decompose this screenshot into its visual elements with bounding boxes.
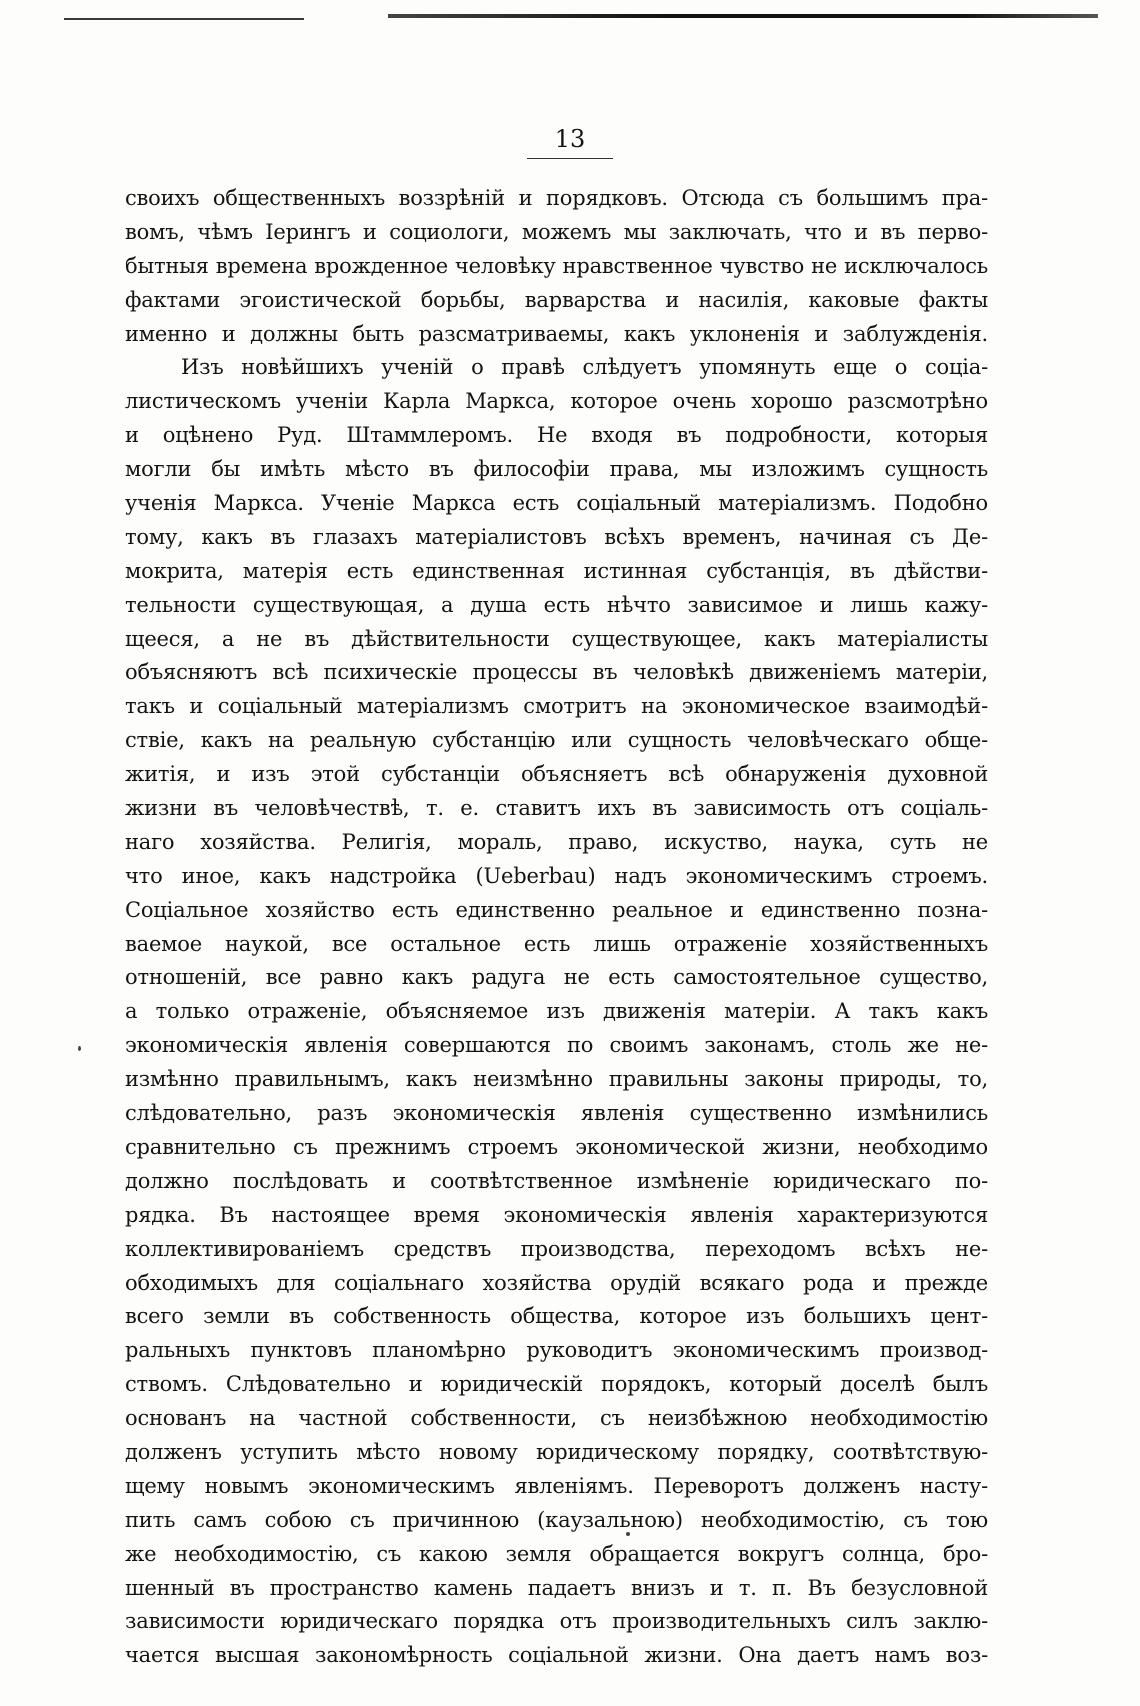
text-line: щему новымъ экономическимъ явленіямъ. Переворотъ долженъ насту-: [125, 1473, 988, 1498]
text-line: мокрита, матерія есть единственная истинная субстанція, въ дѣйстви-: [125, 558, 988, 583]
text-line: щееся, а не въ дѣйствительности существующее, какъ матеріалисты: [125, 626, 988, 651]
text-line: коллективированіемъ средствъ производства, переходомъ всѣхъ не-: [125, 1236, 988, 1261]
top-rule-left: [64, 18, 304, 20]
text-line: фактами эгоистической борьбы, варварства и насилія, каковые факты: [125, 287, 988, 312]
text-line: обходимыхъ для соціальнаго хозяйства орудій всякаго рода и прежде: [125, 1270, 988, 1295]
text-line: пить самъ собою съ причинною (каузальною) необходимостію, съ тою: [125, 1507, 988, 1532]
text-line: жизни въ человѣчествѣ, т. е. ставитъ ихъ въ зависимость отъ соціаль-: [125, 796, 988, 821]
text-line: сравнительно съ прежнимъ строемъ экономической жизни, необходимо: [125, 1134, 988, 1159]
text-line: чается высшая закономѣрность соціальной жизни. Она даетъ намъ воз-: [125, 1643, 988, 1668]
text-line: тельности существующая, а душа есть нѣчто зависимое и лишь кажу-: [125, 592, 988, 617]
text-line: житія, и изъ этой субстанціи объясняетъ всѣ обнаруженія духовной: [125, 762, 988, 787]
text-line: измѣнно правильнымъ, какъ неизмѣнно правильны законы природы, то,: [125, 1067, 988, 1092]
page-number-container: [0, 124, 1140, 159]
text-line: долженъ уступить мѣсто новому юридическому порядку, соотвѣтствую-: [125, 1439, 988, 1464]
text-line: отношеній, все равно какъ радуга не есть самостоятельное существо,: [125, 965, 988, 990]
text-line: слѣдовательно, разъ экономическія явленія существенно измѣнились: [125, 1101, 988, 1126]
text-line: Соціальное хозяйство есть единственно реальное и единственно позна-: [125, 897, 988, 922]
text-line: наго хозяйства. Религія, мораль, право, искуство, наука, суть не: [125, 829, 988, 854]
text-line: должно послѣдовать и соотвѣтственное измѣненіе юридическаго по-: [125, 1168, 988, 1193]
text-line: ствіе, какъ на реальную субстанцію или сущность человѣческаго обще-: [125, 728, 988, 753]
text-line: могли бы имѣть мѣсто въ философіи права, мы изложимъ сущность: [125, 457, 988, 482]
text-line: ученія Маркса. Ученіе Маркса есть соціальный матеріализмъ. Подобно: [125, 491, 988, 516]
page-number: 13: [527, 124, 614, 159]
text-line: основанъ на частной собственности, съ неизбѣжною необходимостію: [125, 1406, 988, 1431]
body-text: [125, 182, 988, 1673]
text-line: бытныя времена врожденное человѣку нравственное чувство не исключалось: [125, 253, 988, 278]
text-line: листическомъ ученіи Карла Маркса, которое очень хорошо разсмотрѣно: [125, 389, 988, 414]
text-line: именно и должны быть разсматриваемы, какъ уклоненія и заблужденія.: [125, 321, 988, 346]
text-line: тому, какъ въ глазахъ матеріалистовъ всѣхъ временъ, начиная съ Де-: [125, 524, 988, 549]
text-line: зависимости юридическаго порядка отъ производительныхъ силъ заклю-: [125, 1609, 988, 1634]
text-line: своихъ общественныхъ воззрѣній и порядковъ. Отсюда съ большимъ пра-: [125, 186, 988, 210]
text-line: что иное, какъ надстройка (Uebеrbau) надъ экономическимъ строемъ.: [125, 863, 988, 888]
text-line: такъ и соціальный матеріализмъ смотритъ на экономическое взаимодѣй-: [125, 694, 988, 719]
text-line: ральныхъ пунктовъ планомѣрно руководитъ экономическимъ производ-: [125, 1338, 988, 1363]
scan-speck: [626, 1532, 630, 1536]
text-line: вомъ, чѣмъ Іерингъ и социологи, можемъ мы заключать, что и въ перво-: [125, 219, 988, 244]
text-line: же необходимостію, съ какою земля обращается вокругъ солнца, бро-: [125, 1541, 988, 1566]
text-line: ваемое наукой, все остальное есть лишь отраженіе хозяйственныхъ: [125, 931, 988, 956]
text-line: а только отраженіе, объясняемое изъ движенія матеріи. А такъ какъ: [125, 999, 988, 1024]
top-rule-right: [388, 14, 1098, 18]
text-line: экономическія явленія совершаются по своимъ законамъ, столь же не-: [125, 1033, 988, 1058]
paragraph-start-line: Изъ новѣйшихъ ученій о правѣ слѣдуетъ упомянуть еще о соціа-: [181, 355, 988, 380]
text-line: объясняютъ всѣ психическіе процессы въ человѣкѣ движеніемъ матеріи,: [125, 660, 988, 685]
text-line: ствомъ. Слѣдовательно и юридическій порядокъ, который доселѣ былъ: [125, 1372, 988, 1397]
text-line: и оцѣнено Руд. Штаммлеромъ. Не входя въ подробности, которыя: [125, 423, 988, 448]
scan-speck: [78, 1046, 81, 1051]
text-line: рядка. Въ настоящее время экономическія явленія характеризуются: [125, 1202, 988, 1227]
text-line: шенный въ пространство камень падаетъ внизъ и т. п. Въ безусловной: [125, 1575, 988, 1600]
text-line: всего земли въ собственность общества, которое изъ большихъ цент-: [125, 1304, 988, 1329]
